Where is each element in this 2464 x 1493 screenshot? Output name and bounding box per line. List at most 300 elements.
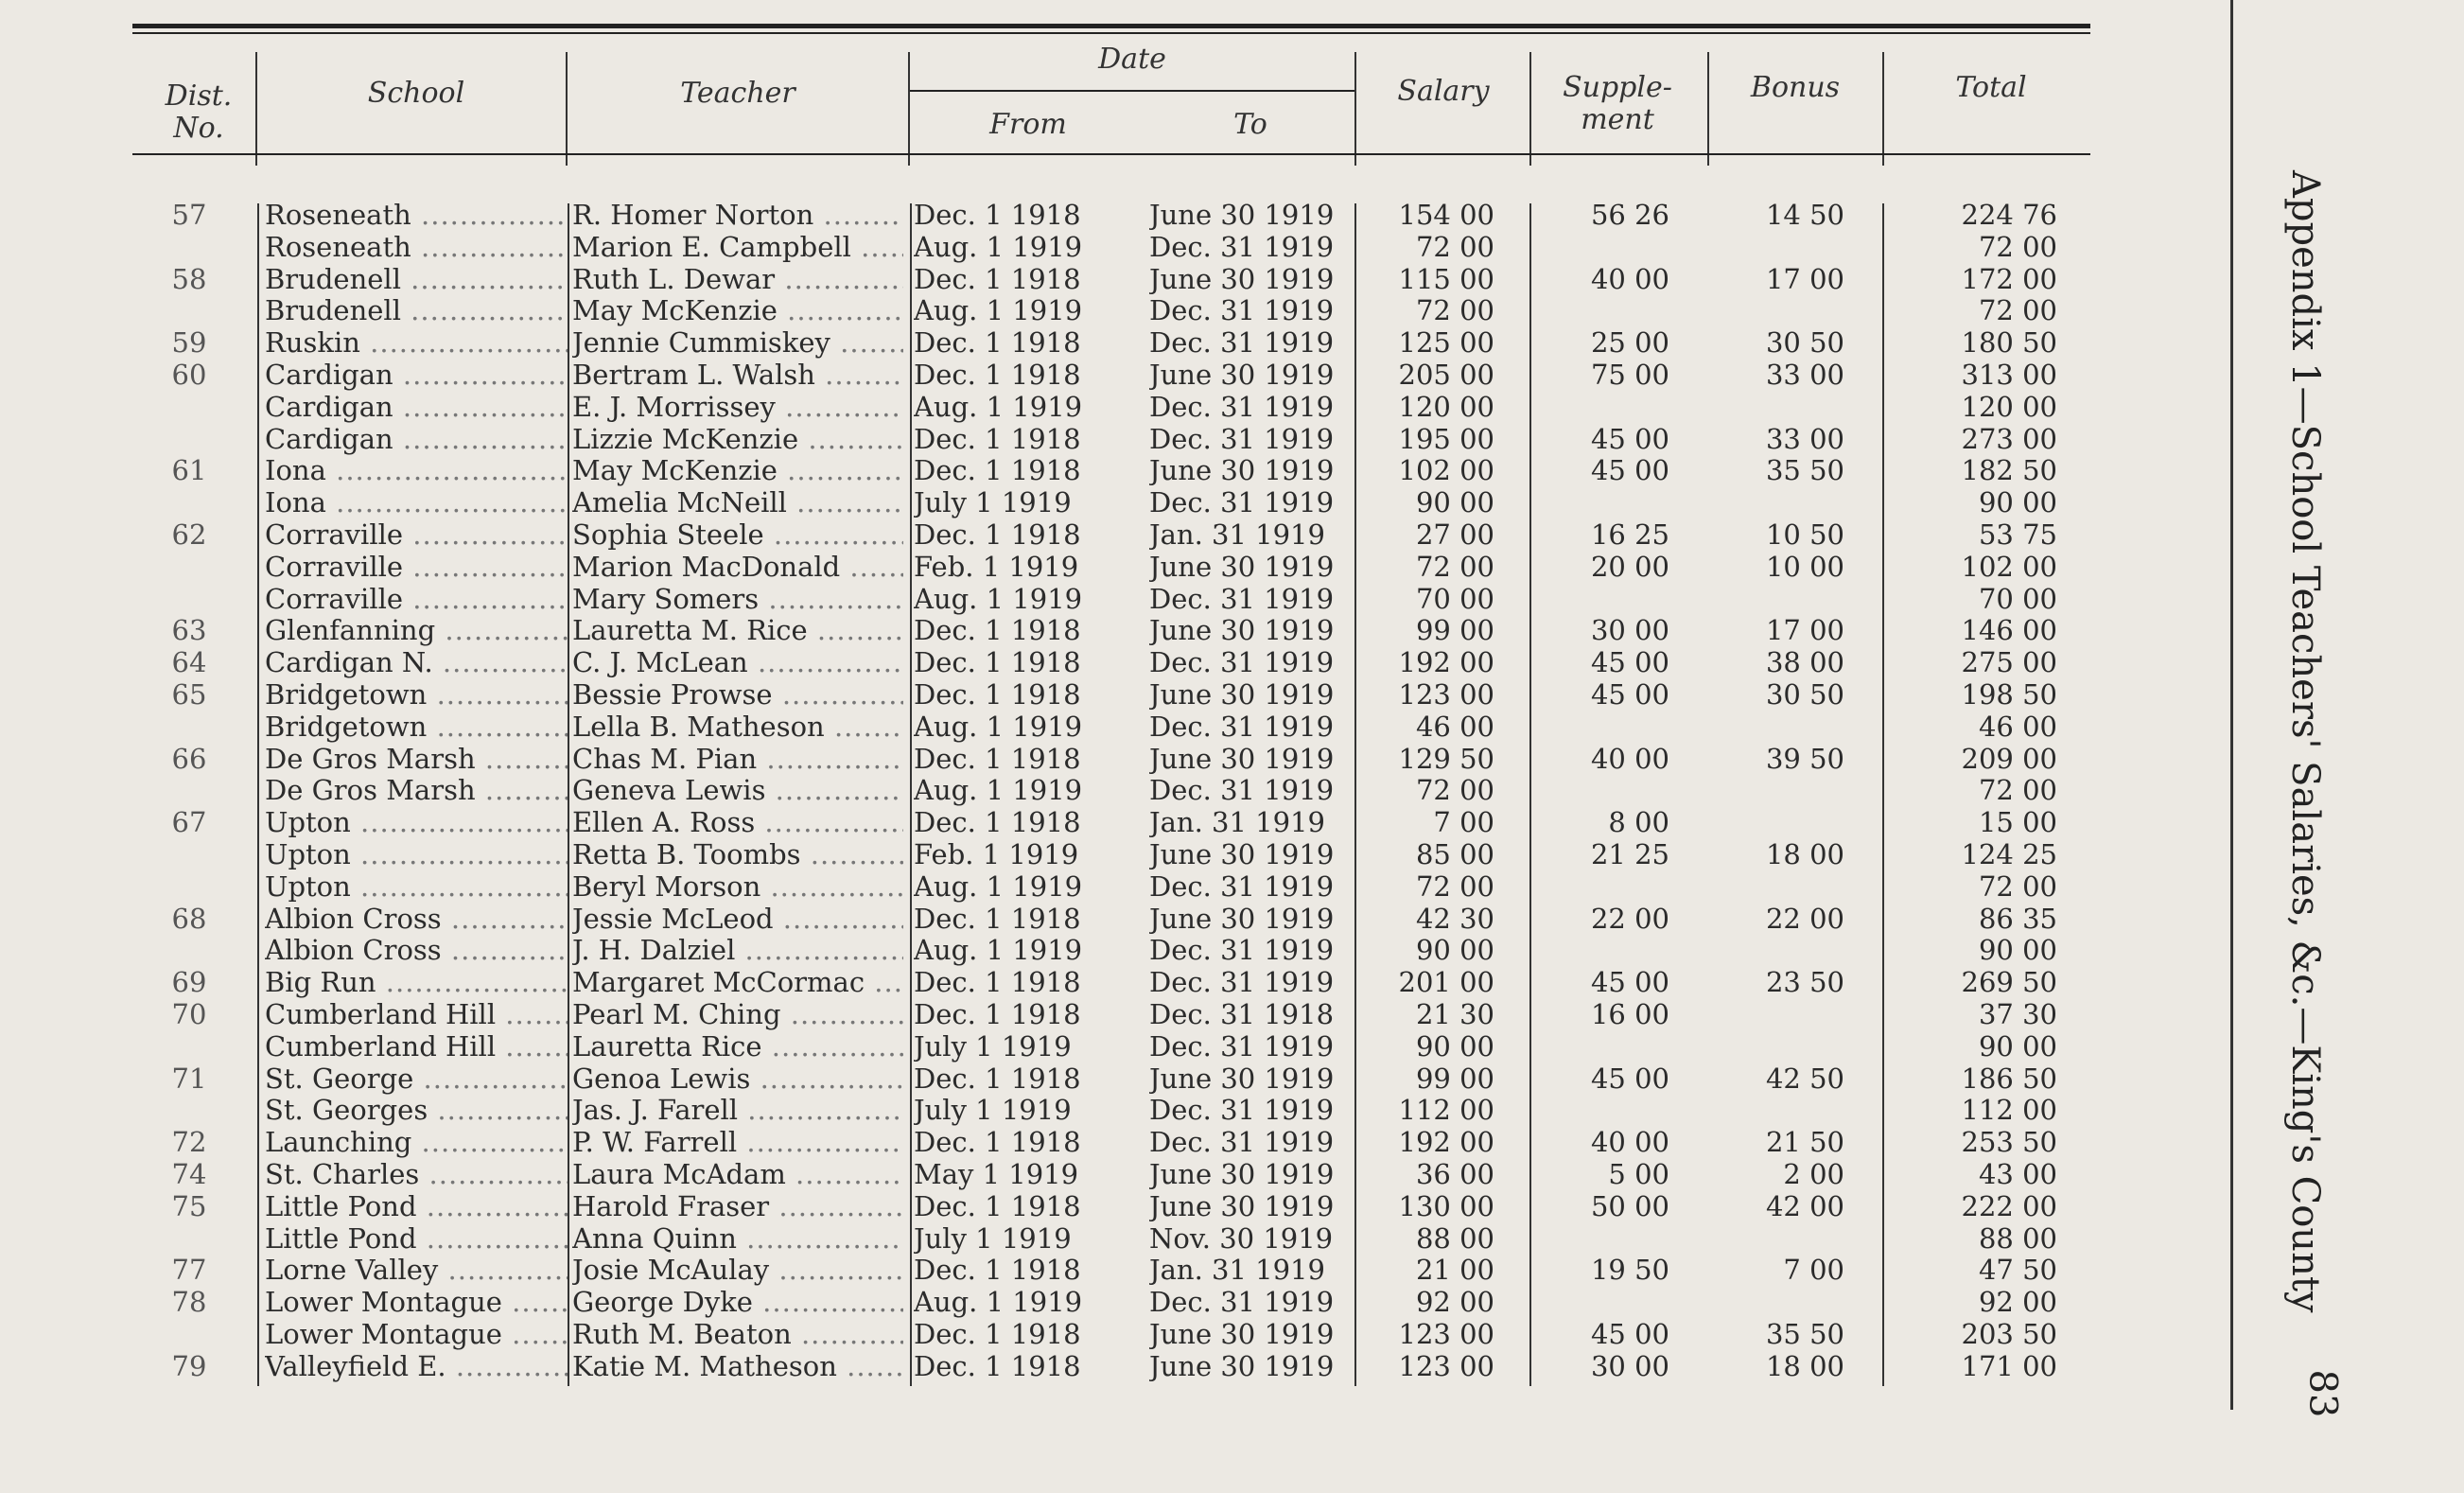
from-date-cell-text: Dec. 1 1918 xyxy=(914,966,1081,999)
dist-no-cell xyxy=(142,1158,236,1190)
school-cell-text: St. George ..... xyxy=(265,1063,568,1095)
salary-cell xyxy=(1362,774,1494,806)
salary-cell-text: 201 00 xyxy=(1398,966,1494,999)
dist-no-cell xyxy=(142,870,236,903)
dist-no-cell xyxy=(142,518,236,551)
table-row xyxy=(0,678,2119,711)
table-row xyxy=(0,1190,2119,1222)
bonus-cell xyxy=(1712,1126,1844,1158)
bonus-cell-text: 21 50 xyxy=(1765,1126,1844,1159)
from-date-cell-text: Dec. 1 1918 xyxy=(914,454,1081,487)
from-date-cell xyxy=(914,199,1141,231)
total-cell-text: 72 00 xyxy=(1978,294,2057,327)
dist-no-cell-text: 74 xyxy=(171,1158,207,1190)
from-date-cell-text: Dec. 1 1918 xyxy=(914,1349,1081,1382)
salary-cell xyxy=(1362,518,1494,551)
bonus-cell-text: 17 00 xyxy=(1765,262,1844,295)
teacher-cell-text: Amelia McNeill ..... xyxy=(572,486,903,518)
bonus-cell xyxy=(1712,646,1844,678)
header-school: School xyxy=(367,77,465,110)
to-date-cell-text: June 30 1919 xyxy=(1149,454,1335,487)
bonus-cell xyxy=(1712,1190,1844,1222)
teacher-cell xyxy=(572,326,903,359)
from-date-cell xyxy=(914,774,1141,806)
school-cell xyxy=(265,486,568,518)
school-cell-text: Cardigan ..... xyxy=(265,423,568,455)
supplement-cell-text: 45 00 xyxy=(1590,966,1669,999)
dist-no-cell xyxy=(142,1030,236,1063)
header-divider xyxy=(255,52,257,166)
from-date-cell xyxy=(914,711,1141,743)
dist-no-cell xyxy=(142,326,236,359)
header-bonus: Bonus xyxy=(1750,71,1841,104)
right-margin-rule xyxy=(2230,0,2233,1410)
school-cell-text: Corraville ..... xyxy=(265,551,568,583)
salary-cell-text: 129 50 xyxy=(1398,742,1494,775)
salary-cell xyxy=(1362,1350,1494,1382)
supplement-cell xyxy=(1537,1094,1669,1126)
salary-cell xyxy=(1362,1286,1494,1318)
bonus-cell xyxy=(1712,678,1844,711)
total-cell xyxy=(1920,359,2057,391)
total-cell-text: 90 00 xyxy=(1978,1029,2057,1063)
teacher-cell-text: P. W. Farrell ..... xyxy=(572,1126,903,1158)
teacher-cell-text: George Dyke ..... xyxy=(572,1286,903,1318)
dist-no-cell xyxy=(142,423,236,455)
total-cell xyxy=(1920,774,2057,806)
bonus-cell-text: 38 00 xyxy=(1765,646,1844,679)
total-cell-text: 92 00 xyxy=(1978,1286,2057,1319)
total-cell-text: 146 00 xyxy=(1961,614,2057,647)
from-date-cell xyxy=(914,614,1141,646)
from-date-cell xyxy=(914,1126,1141,1158)
teacher-cell-text: Chas M. Pian ..... xyxy=(572,743,903,775)
school-cell-text: Big Run ..... xyxy=(265,966,568,998)
to-date-cell-text: June 30 1919 xyxy=(1149,199,1335,231)
total-cell xyxy=(1920,486,2057,518)
total-cell-text: 37 30 xyxy=(1978,998,2057,1030)
header-total: Total xyxy=(1955,71,2027,104)
salary-cell-text: 27 00 xyxy=(1415,518,1494,551)
to-date-cell xyxy=(1149,231,1353,263)
header-divider xyxy=(1882,52,1884,166)
supplement-cell xyxy=(1537,391,1669,423)
supplement-cell-text: 75 00 xyxy=(1590,359,1669,391)
school-cell xyxy=(265,646,568,678)
to-date-cell xyxy=(1149,551,1353,583)
salary-cell-text: 115 00 xyxy=(1398,262,1494,295)
to-date-cell-text: Dec. 31 1919 xyxy=(1149,1286,1335,1319)
dist-no-cell xyxy=(142,294,236,326)
teacher-cell-text: E. J. Morrissey ..... xyxy=(572,391,903,423)
to-date-cell xyxy=(1149,486,1353,518)
total-cell xyxy=(1920,903,2057,935)
bonus-cell xyxy=(1712,326,1844,359)
to-date-cell-text: Jan. 31 1919 xyxy=(1149,1254,1325,1287)
salary-cell-text: 72 00 xyxy=(1415,869,1494,903)
school-cell xyxy=(265,326,568,359)
to-date-cell xyxy=(1149,934,1353,966)
teacher-cell-text: Harold Fraser ..... xyxy=(572,1190,903,1222)
supplement-cell-text: 25 00 xyxy=(1590,326,1669,360)
teacher-cell-text: Bessie Prowse ..... xyxy=(572,678,903,711)
teacher-cell-text: Laura McAdam ..... xyxy=(572,1158,903,1190)
teacher-cell xyxy=(572,998,903,1030)
from-date-cell-text: Aug. 1 1919 xyxy=(914,230,1083,263)
salary-cell-text: 130 00 xyxy=(1398,1189,1494,1222)
table-row xyxy=(0,870,2119,903)
dist-no-cell xyxy=(142,903,236,935)
school-cell xyxy=(265,1350,568,1382)
total-cell xyxy=(1920,966,2057,998)
to-date-cell xyxy=(1149,391,1353,423)
table-row xyxy=(0,199,2119,231)
to-date-cell-text: Dec. 31 1918 xyxy=(1149,998,1335,1030)
dist-no-cell xyxy=(142,1350,236,1382)
salary-cell-text: 21 00 xyxy=(1415,1254,1494,1287)
school-cell xyxy=(265,934,568,966)
total-cell xyxy=(1920,1286,2057,1318)
table-row xyxy=(0,518,2119,551)
to-date-cell-text: Dec. 31 1919 xyxy=(1149,869,1335,903)
salary-cell-text: 112 00 xyxy=(1398,1094,1494,1127)
dist-no-cell xyxy=(142,1222,236,1255)
supplement-cell xyxy=(1537,1158,1669,1190)
dist-no-cell xyxy=(142,711,236,743)
total-cell-text: 124 25 xyxy=(1961,838,2057,870)
school-cell xyxy=(265,454,568,486)
top-rule-thin xyxy=(132,32,2090,34)
from-date-cell-text: Aug. 1 1919 xyxy=(914,294,1083,327)
from-date-cell xyxy=(914,518,1141,551)
dist-no-cell xyxy=(142,359,236,391)
bonus-cell-text: 42 00 xyxy=(1765,1189,1844,1222)
from-date-cell-text: Dec. 1 1918 xyxy=(914,1318,1081,1350)
total-cell-text: 72 00 xyxy=(1978,774,2057,807)
teacher-cell-text: R. Homer Norton ..... xyxy=(572,199,903,231)
teacher-cell-text: Anna Quinn ..... xyxy=(572,1222,903,1255)
total-cell xyxy=(1920,583,2057,615)
salary-cell-text: 99 00 xyxy=(1415,614,1494,647)
to-date-cell-text: Jan. 31 1919 xyxy=(1149,518,1325,551)
salary-cell-text: 90 00 xyxy=(1415,934,1494,967)
salary-cell xyxy=(1362,1318,1494,1350)
teacher-cell xyxy=(572,903,903,935)
bonus-cell-text: 10 00 xyxy=(1765,550,1844,583)
from-date-cell xyxy=(914,903,1141,935)
from-date-cell-text: Dec. 1 1918 xyxy=(914,902,1081,935)
salary-cell xyxy=(1362,1158,1494,1190)
salary-cell xyxy=(1362,1222,1494,1255)
to-date-cell-text: Dec. 31 1919 xyxy=(1149,1126,1335,1159)
school-cell xyxy=(265,806,568,838)
from-date-cell-text: Dec. 1 1918 xyxy=(914,422,1081,455)
bonus-cell-text: 33 00 xyxy=(1765,359,1844,391)
bonus-cell-text: 35 50 xyxy=(1765,1318,1844,1350)
salary-cell-text: 88 00 xyxy=(1415,1221,1494,1255)
teacher-cell xyxy=(572,1318,903,1350)
from-date-cell xyxy=(914,454,1141,486)
teacher-cell-text: Marion E. Campbell ..... xyxy=(572,231,903,263)
total-cell xyxy=(1920,934,2057,966)
school-cell xyxy=(265,711,568,743)
supplement-cell-text: 8 00 xyxy=(1608,806,1669,839)
from-date-cell-text: Dec. 1 1918 xyxy=(914,262,1081,295)
to-date-cell-text: Dec. 31 1919 xyxy=(1149,326,1335,360)
from-date-cell xyxy=(914,838,1141,870)
dist-no-cell xyxy=(142,934,236,966)
bonus-cell xyxy=(1712,423,1844,455)
table-row xyxy=(0,551,2119,583)
from-date-cell-text: Dec. 1 1918 xyxy=(914,806,1081,839)
teacher-cell-text: Lella B. Matheson ..... xyxy=(572,711,903,743)
supplement-cell-text: 40 00 xyxy=(1590,742,1669,775)
dist-no-cell xyxy=(142,678,236,711)
teacher-cell-text: Mary Somers ..... xyxy=(572,583,903,615)
bonus-cell xyxy=(1712,1254,1844,1286)
bonus-cell-text: 14 50 xyxy=(1765,199,1844,231)
teacher-cell-text: C. J. McLean ..... xyxy=(572,646,903,678)
from-date-cell xyxy=(914,231,1141,263)
total-cell-text: 43 00 xyxy=(1978,1158,2057,1190)
total-cell xyxy=(1920,263,2057,295)
total-cell xyxy=(1920,1318,2057,1350)
teacher-cell-text: Jennie Cummiskey ..... xyxy=(572,326,903,359)
school-cell xyxy=(265,359,568,391)
salary-cell xyxy=(1362,1094,1494,1126)
from-date-cell xyxy=(914,743,1141,775)
teacher-cell-text: Bertram L. Walsh ..... xyxy=(572,359,903,391)
to-date-cell xyxy=(1149,1254,1353,1286)
dist-no-cell xyxy=(142,391,236,423)
table-row xyxy=(0,1030,2119,1063)
to-date-cell-text: June 30 1919 xyxy=(1149,742,1335,775)
school-cell-text: Upton ..... xyxy=(265,838,568,870)
from-date-cell xyxy=(914,678,1141,711)
school-cell xyxy=(265,678,568,711)
school-cell xyxy=(265,294,568,326)
teacher-cell-text: J. H. Dalziel ..... xyxy=(572,934,903,966)
from-date-cell-text: Aug. 1 1919 xyxy=(914,869,1083,903)
table-row xyxy=(0,1286,2119,1318)
total-cell xyxy=(1920,1094,2057,1126)
header-dist-no: Dist. No. xyxy=(165,79,233,145)
bonus-cell-text: 22 00 xyxy=(1765,902,1844,935)
salary-cell xyxy=(1362,903,1494,935)
table-row xyxy=(0,583,2119,615)
school-cell-text: Cardigan ..... xyxy=(265,391,568,423)
header-supplement: Supple- ment xyxy=(1563,71,1672,136)
school-cell xyxy=(265,231,568,263)
to-date-cell-text: Dec. 31 1919 xyxy=(1149,422,1335,455)
school-cell-text: Little Pond ..... xyxy=(265,1222,568,1255)
total-cell xyxy=(1920,551,2057,583)
to-date-cell xyxy=(1149,678,1353,711)
total-cell-text: 171 00 xyxy=(1961,1349,2057,1382)
supplement-cell xyxy=(1537,870,1669,903)
teacher-cell xyxy=(572,551,903,583)
header-divider xyxy=(1354,52,1356,166)
bonus-cell xyxy=(1712,711,1844,743)
bonus-cell-text: 23 50 xyxy=(1765,966,1844,999)
teacher-cell xyxy=(572,583,903,615)
from-date-cell-text: Aug. 1 1919 xyxy=(914,710,1083,743)
supplement-cell xyxy=(1537,934,1669,966)
school-cell-text: Bridgetown ..... xyxy=(265,711,568,743)
dist-no-cell xyxy=(142,806,236,838)
total-cell xyxy=(1920,391,2057,423)
from-date-cell-text: Dec. 1 1918 xyxy=(914,1126,1081,1159)
dist-no-cell xyxy=(142,966,236,998)
to-date-cell-text: June 30 1919 xyxy=(1149,1318,1335,1350)
from-date-cell-text: Dec. 1 1918 xyxy=(914,998,1081,1030)
dist-no-cell xyxy=(142,486,236,518)
school-cell-text: Albion Cross ..... xyxy=(265,934,568,966)
dist-no-cell-text: 57 xyxy=(171,199,207,231)
from-date-cell xyxy=(914,1158,1141,1190)
school-cell-text: Cumberland Hill ..... xyxy=(265,998,568,1030)
from-date-cell xyxy=(914,1030,1141,1063)
table-row xyxy=(0,454,2119,486)
bonus-cell-text: 2 00 xyxy=(1783,1158,1844,1190)
teacher-cell xyxy=(572,199,903,231)
bonus-cell-text: 30 50 xyxy=(1765,326,1844,360)
total-cell xyxy=(1920,518,2057,551)
school-cell-text: Upton ..... xyxy=(265,870,568,903)
school-cell-text: Iona ..... xyxy=(265,454,568,486)
salary-cell xyxy=(1362,934,1494,966)
dist-no-cell-text: 78 xyxy=(171,1286,207,1319)
table-row xyxy=(0,1254,2119,1286)
school-cell xyxy=(265,1126,568,1158)
bonus-cell-text: 18 00 xyxy=(1765,1349,1844,1382)
bonus-cell xyxy=(1712,966,1844,998)
salary-cell xyxy=(1362,1126,1494,1158)
to-date-cell-text: Dec. 31 1919 xyxy=(1149,966,1335,999)
bonus-cell xyxy=(1712,583,1844,615)
total-cell-text: 70 00 xyxy=(1978,582,2057,615)
supplement-cell xyxy=(1537,1190,1669,1222)
from-date-cell-text: Dec. 1 1918 xyxy=(914,742,1081,775)
supplement-cell xyxy=(1537,806,1669,838)
teacher-cell xyxy=(572,1126,903,1158)
salary-cell-text: 90 00 xyxy=(1415,1029,1494,1063)
to-date-cell xyxy=(1149,454,1353,486)
to-date-cell xyxy=(1149,1350,1353,1382)
bonus-cell xyxy=(1712,359,1844,391)
total-cell-text: 203 50 xyxy=(1961,1318,2057,1350)
from-date-cell-text: Dec. 1 1918 xyxy=(914,199,1081,231)
dist-no-cell-text: 71 xyxy=(171,1062,207,1095)
salary-cell-text: 7 00 xyxy=(1433,806,1494,839)
table-row xyxy=(0,1094,2119,1126)
bonus-cell xyxy=(1712,1094,1844,1126)
bonus-cell xyxy=(1712,294,1844,326)
school-cell-text: Corraville ..... xyxy=(265,583,568,615)
bonus-cell xyxy=(1712,1063,1844,1095)
from-date-cell-text: Feb. 1 1919 xyxy=(914,550,1079,583)
salary-cell xyxy=(1362,838,1494,870)
table-row xyxy=(0,838,2119,870)
school-cell-text: Little Pond ..... xyxy=(265,1190,568,1222)
salary-cell xyxy=(1362,391,1494,423)
school-cell xyxy=(265,551,568,583)
supplement-cell xyxy=(1537,294,1669,326)
teacher-cell-text: Lauretta Rice ..... xyxy=(572,1030,903,1063)
from-date-cell-text: Aug. 1 1919 xyxy=(914,1286,1083,1319)
school-cell-text: Valleyfield E. ..... xyxy=(265,1350,568,1382)
to-date-cell-text: June 30 1919 xyxy=(1149,550,1335,583)
supplement-cell xyxy=(1537,1222,1669,1255)
dist-no-cell-text: 75 xyxy=(171,1189,207,1222)
teacher-cell xyxy=(572,1222,903,1255)
teacher-cell xyxy=(572,1030,903,1063)
salary-cell-text: 99 00 xyxy=(1415,1062,1494,1095)
bonus-cell-text: 10 50 xyxy=(1765,518,1844,551)
dist-no-cell xyxy=(142,1126,236,1158)
table-row xyxy=(0,774,2119,806)
from-date-cell-text: July 1 1919 xyxy=(914,1029,1072,1063)
school-cell xyxy=(265,966,568,998)
table-row xyxy=(0,966,2119,998)
total-cell-text: 209 00 xyxy=(1961,742,2057,775)
supplement-cell xyxy=(1537,711,1669,743)
school-cell xyxy=(265,774,568,806)
supplement-cell xyxy=(1537,774,1669,806)
to-date-cell xyxy=(1149,1063,1353,1095)
salary-cell xyxy=(1362,551,1494,583)
supplement-cell xyxy=(1537,678,1669,711)
salary-cell xyxy=(1362,454,1494,486)
to-date-cell-text: June 30 1919 xyxy=(1149,614,1335,647)
salary-cell-text: 154 00 xyxy=(1398,199,1494,231)
salary-cell-text: 21 30 xyxy=(1415,998,1494,1030)
to-date-cell-text: June 30 1919 xyxy=(1149,838,1335,870)
to-date-cell xyxy=(1149,326,1353,359)
school-cell-text: Cardigan ..... xyxy=(265,359,568,391)
teacher-cell-text: Marion MacDonald ..... xyxy=(572,551,903,583)
dist-no-cell xyxy=(142,743,236,775)
to-date-cell-text: Jan. 31 1919 xyxy=(1149,806,1325,839)
salary-cell xyxy=(1362,1063,1494,1095)
supplement-cell-text: 16 25 xyxy=(1590,518,1669,551)
bonus-cell xyxy=(1712,774,1844,806)
total-cell xyxy=(1920,838,2057,870)
to-date-cell xyxy=(1149,711,1353,743)
dist-no-cell-text: 65 xyxy=(171,678,207,711)
table-row xyxy=(0,711,2119,743)
teacher-cell-text: Ruth M. Beaton ..... xyxy=(572,1318,903,1350)
total-cell xyxy=(1920,231,2057,263)
to-date-cell xyxy=(1149,1286,1353,1318)
to-date-cell xyxy=(1149,646,1353,678)
school-cell xyxy=(265,1286,568,1318)
from-date-cell-text: Aug. 1 1919 xyxy=(914,934,1083,967)
dist-no-cell xyxy=(142,998,236,1030)
to-date-cell-text: Dec. 31 1919 xyxy=(1149,646,1335,679)
to-date-cell-text: June 30 1919 xyxy=(1149,1158,1335,1190)
school-cell xyxy=(265,1222,568,1255)
teacher-cell xyxy=(572,1094,903,1126)
supplement-cell xyxy=(1537,1350,1669,1382)
from-date-cell-text: Dec. 1 1918 xyxy=(914,359,1081,391)
teacher-cell xyxy=(572,678,903,711)
to-date-cell-text: Dec. 31 1919 xyxy=(1149,934,1335,967)
dist-no-cell-text: 66 xyxy=(171,742,207,775)
to-date-cell-text: Dec. 31 1919 xyxy=(1149,230,1335,263)
salary-cell xyxy=(1362,583,1494,615)
salary-cell-text: 72 00 xyxy=(1415,294,1494,327)
